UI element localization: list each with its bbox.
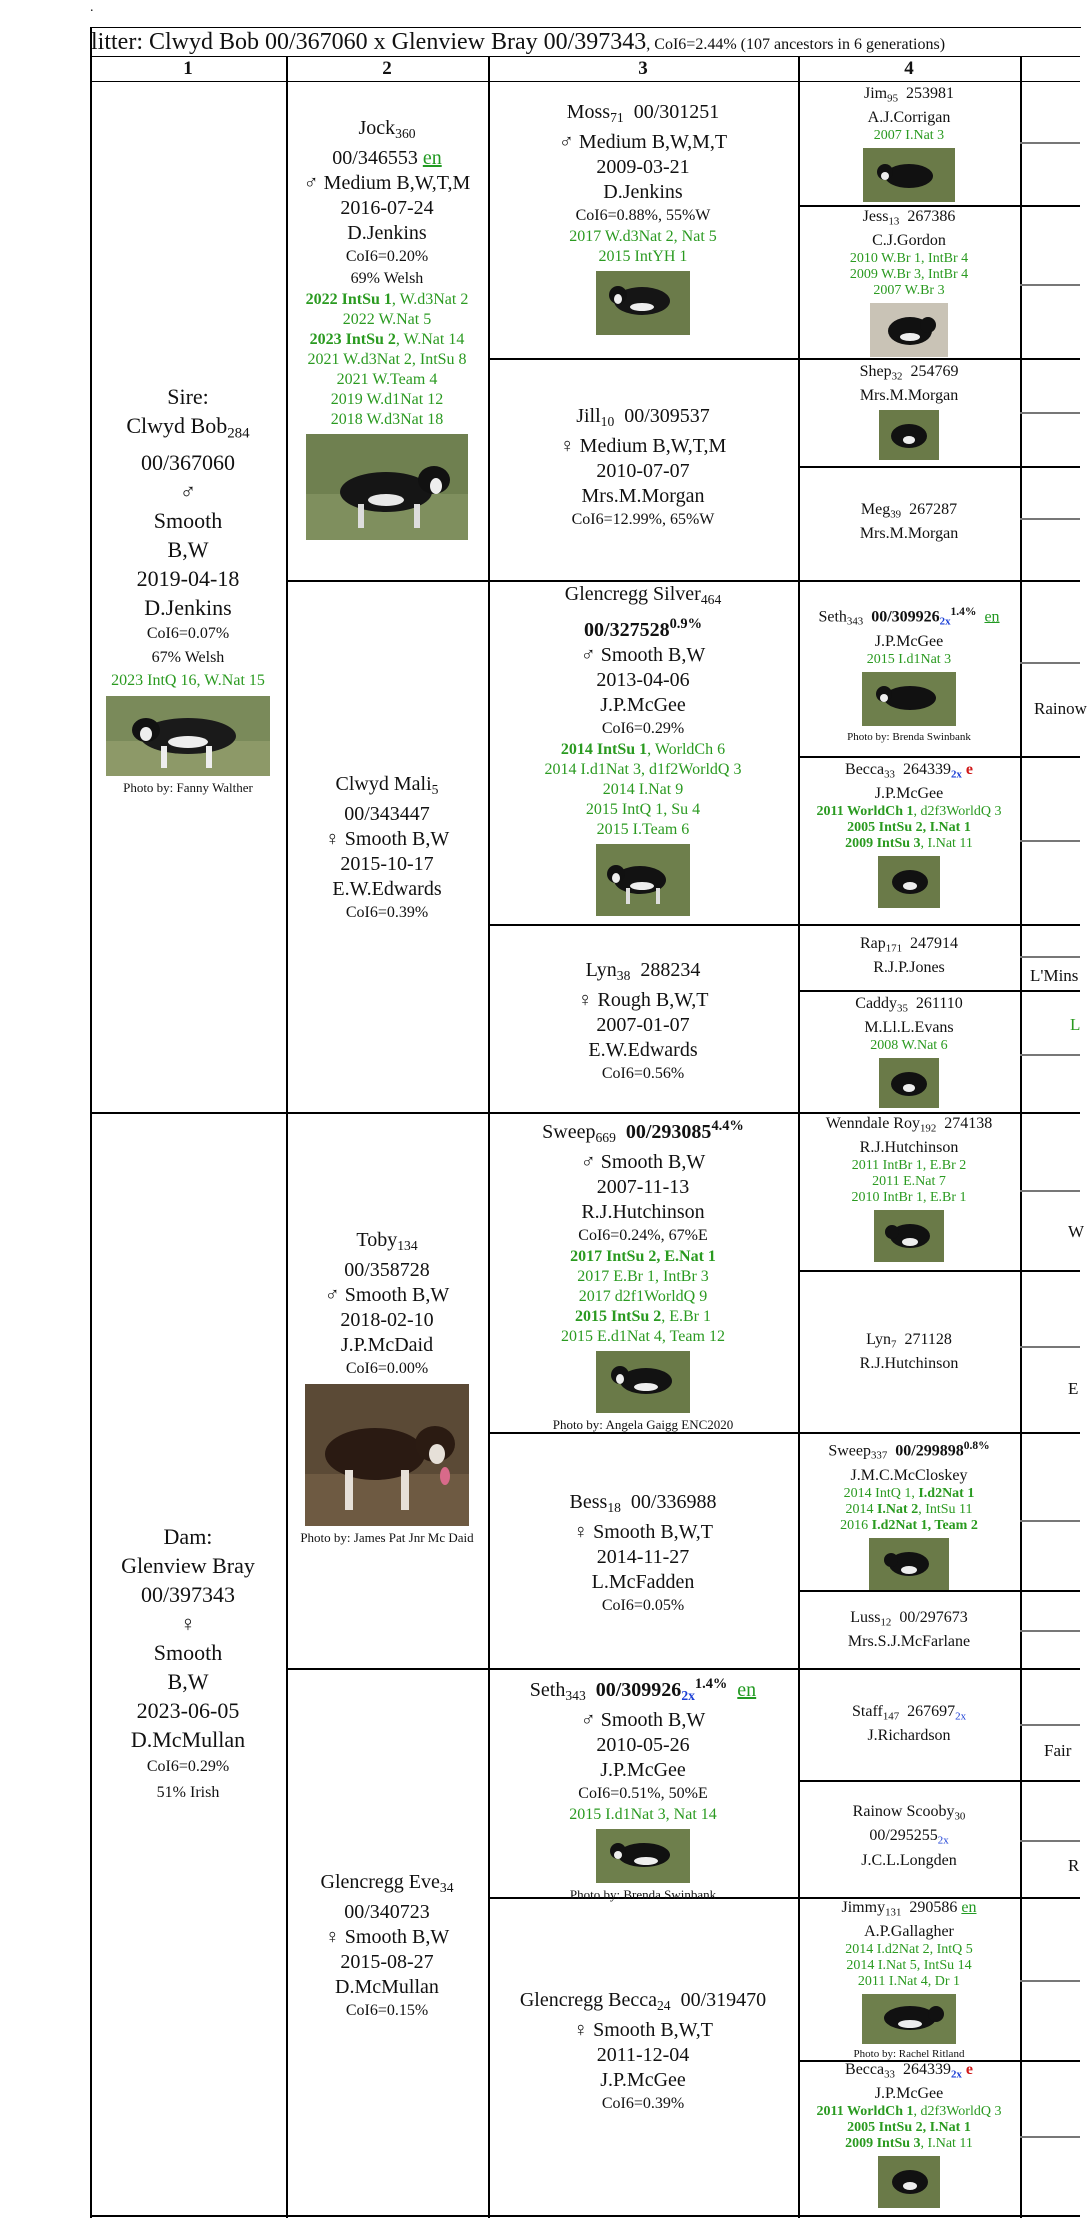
grid-line	[1020, 1840, 1080, 1842]
toby-coi: CoI6=0.00%	[345, 1360, 429, 1378]
lyn38-coi: CoI6=0.56%	[601, 1065, 685, 1083]
toby-breeder: J.P.McDaid	[340, 1334, 434, 1357]
jill-cell	[490, 404, 796, 531]
scooby-breeder: J.C.L.Longden	[861, 1851, 957, 1869]
jimmy-cell	[800, 1898, 1018, 2060]
eve-coi: CoI6=0.15%	[345, 2002, 429, 2020]
grid-line	[90, 2215, 1080, 2217]
sire-sex: ♂	[179, 479, 197, 505]
header-gen-5	[1020, 56, 1080, 82]
roy-awards: 2011 IntBr 1, E.Br 2 2011 E.Nat 7 2010 IntBr 1, E.Br 1	[851, 1158, 967, 1206]
header-gen-2: 2	[286, 56, 488, 82]
becca33-name[interactable]: Becca$_{33}$ $264339_{2x}$ e	[845, 2061, 973, 2081]
meg-cell	[800, 500, 1018, 544]
bess-desc: ♀ Smooth B,W,T	[573, 1521, 713, 1544]
seth-g4-cell	[800, 602, 1018, 745]
lyn7-cell	[800, 1330, 1018, 1374]
grid-line	[1020, 284, 1080, 286]
becca24-coi: CoI6=0.39%	[601, 2095, 685, 2113]
grid-line	[1020, 840, 1080, 842]
grid-line	[488, 1432, 1080, 1434]
rap-cell	[800, 934, 1018, 978]
header-gen-3: 3	[488, 56, 798, 82]
roy-breeder: R.J.Hutchinson	[859, 1139, 959, 1157]
becca33-cell	[800, 2060, 1018, 2212]
seth-dob: 2010-05-26	[596, 1733, 690, 1756]
jim-breeder: A.J.Corrigan	[867, 109, 951, 127]
en-link[interactable]: en	[737, 1678, 757, 1701]
grid-line	[1020, 662, 1080, 664]
moss-name[interactable]: Moss$_{71}$ 00/301251	[566, 101, 720, 126]
dam-breeder: D.McMullan	[130, 1727, 246, 1752]
dam-pct: 51% Irish	[156, 1784, 220, 1801]
luss-name[interactable]: Luss$_{12}$ 00/297673	[850, 1609, 968, 1629]
meg-breeder: Mrs.M.Morgan	[859, 525, 959, 543]
dam-cell	[92, 1522, 284, 1806]
jock-reg: 00/346553 en	[332, 147, 442, 170]
caddy-cell	[800, 994, 1018, 1112]
dam-name[interactable]: Glenview Bray	[121, 1553, 255, 1578]
rap-breeder: R.J.P.Jones	[873, 959, 945, 977]
eve-reg: 00/340723	[344, 1901, 430, 1924]
dam-dob: 2023-06-05	[136, 1698, 240, 1723]
sire-color: B,W	[167, 537, 209, 563]
lyn38-desc: ♀ Rough B,W,T	[577, 989, 709, 1012]
grid-line	[1020, 1724, 1080, 1726]
silver-reg: $00/327528^{0.9\%}$	[584, 616, 702, 641]
moss-awards: 2017 W.d3Nat 2, Nat 5 2015 IntYH 1	[569, 228, 717, 266]
gen5-fragment: R	[1068, 1856, 1080, 1875]
eve-name[interactable]: Glencregg Eve$_{34}$	[320, 1871, 454, 1896]
shep-breeder: Mrs.M.Morgan	[859, 387, 959, 405]
jim-cell	[800, 84, 1018, 206]
sire-reg: 00/367060	[140, 450, 236, 476]
sweep337-breeder: J.M.C.McCloskey	[850, 1466, 968, 1484]
mali-breeder: E.W.Edwards	[332, 878, 442, 901]
eve-cell	[288, 1870, 486, 2022]
mali-cell	[288, 772, 486, 924]
silver-breeder: J.P.McGee	[600, 693, 686, 716]
dog-photo[interactable]	[869, 1538, 949, 1590]
sire-awards: 2023 IntQ 16, W.Nat 15	[111, 672, 265, 690]
gen5-fragment: Fair	[1044, 1741, 1072, 1760]
jock-cell	[288, 116, 486, 544]
dog-photo[interactable]	[878, 856, 940, 908]
jock-awards: 2022 IntSu 1, W.d3Nat 2 2022 W.Nat 5 2023 IntSu 2, W.Nat 14 2021 W.d3Nat 2, IntSu 8 2021 W.Team 4 2019 W.d1Nat 12 2018 W.d3Nat 18	[305, 291, 469, 429]
sire-role: Sire:	[167, 384, 209, 409]
seth-g4-name[interactable]: Seth$_{343}$ $00/309926_{2x}^{1.4\%}$ en	[818, 606, 1000, 628]
jess-name[interactable]: Jess$_{13}$ 267386	[862, 208, 956, 228]
dam-color: B,W	[167, 1669, 209, 1694]
seth-g4-breeder: J.P.McGee	[874, 632, 944, 650]
en-link[interactable]: en	[984, 608, 1000, 626]
gen5-fragment: W	[1068, 1222, 1085, 1241]
sire-cell	[92, 382, 284, 795]
grid-line	[286, 1668, 1080, 1670]
seth-awards: 2015 I.d1Nat 3, Nat 14	[569, 1805, 717, 1823]
lyn38-dob: 2007-01-07	[596, 1014, 690, 1037]
dam-reg: 00/397343	[140, 1582, 236, 1607]
caddy-name[interactable]: Caddy$_{35}$ 261110	[855, 995, 963, 1015]
dog-photo[interactable]	[306, 434, 468, 540]
seth-g4-award: 2015 I.d1Nat 3	[866, 651, 952, 667]
toby-photo-caption: Photo by: James Pat Jnr Mc Daid	[300, 1530, 474, 1546]
bess-breeder: L.McFadden	[591, 1571, 695, 1594]
jim-award: 2007 I.Nat 3	[873, 128, 945, 144]
moss-cell	[490, 100, 796, 339]
mali-reg: 00/343447	[344, 803, 430, 826]
grid-line	[798, 1780, 1080, 1782]
dog-photo[interactable]	[106, 696, 270, 776]
jill-breeder: Mrs.M.Morgan	[581, 485, 705, 508]
dog-photo[interactable]	[879, 1058, 939, 1108]
grid-line	[798, 1270, 1080, 1272]
sweep669-desc: ♂ Smooth B,W	[580, 1150, 706, 1173]
dog-photo[interactable]	[878, 2156, 940, 2208]
bess-coi: CoI6=0.05%	[601, 1597, 685, 1615]
jock-breeder: D.Jenkins	[347, 222, 427, 245]
grid-line	[798, 466, 1080, 468]
sire-breeder: D.Jenkins	[144, 595, 232, 621]
dog-photo[interactable]	[879, 410, 939, 460]
jimmy-name[interactable]: Jimmy$_{131}$ 290586 en	[841, 1899, 977, 1919]
sweep337-awards: 2014 IntQ 1, I.d2Nat 1 2014 I.Nat 2, IntSu 11 2016 I.d2Nat 1, Team 2	[840, 1485, 978, 1533]
moss-desc: ♂ Medium B,W,M,T	[558, 131, 728, 154]
sweep669-cell	[490, 1114, 796, 1432]
roy-name[interactable]: Wenndale Roy$_{192}$ 274138	[825, 1115, 993, 1135]
jess-awards: 2010 W.Br 1, IntBr 4 2009 W.Br 3, IntBr 4 2007 W.Br 3	[849, 251, 969, 299]
header-gen-1: 1	[90, 56, 286, 82]
caddy-award: 2008 W.Nat 6	[870, 1038, 948, 1054]
moss-coi: CoI6=0.88%, 55%W	[575, 207, 711, 225]
gen5-fragment: L	[1070, 1015, 1081, 1034]
dog-photo[interactable]	[870, 303, 948, 357]
shep-name[interactable]: Shep$_{32}$ 254769	[859, 363, 959, 383]
header-gen-4: 4	[798, 56, 1020, 82]
jill-dob: 2010-07-07	[596, 460, 690, 483]
seth-name[interactable]: Seth$_{343}$ $00/309926_{2x}^{1.4\%}$ en	[529, 1676, 757, 1703]
grid-line	[1020, 956, 1080, 958]
grid-line	[1020, 1190, 1080, 1192]
grid-line	[1020, 56, 1022, 2218]
lyn38-name[interactable]: Lyn$_{38}$ 288234	[585, 959, 701, 984]
becca24-breeder: J.P.McGee	[600, 2069, 686, 2092]
grid-line	[798, 756, 1080, 758]
dam-role: Dam:	[163, 1524, 213, 1549]
gen5-fragment: E	[1068, 1379, 1079, 1398]
becca33-cell	[800, 760, 1018, 912]
jock-coi: CoI6=0.20%	[345, 248, 429, 266]
sweep669-breeder: R.J.Hutchinson	[581, 1200, 705, 1223]
sweep337-cell	[800, 1436, 1018, 1594]
meg-name[interactable]: Meg$_{39}$ 267287	[860, 501, 958, 521]
scooby-reg: $00/295255_{2x}$	[869, 1827, 949, 1847]
seth-cell	[490, 1672, 796, 1902]
luss-cell	[800, 1608, 1018, 1652]
roy-cell	[800, 1114, 1018, 1266]
luss-breeder: Mrs.S.J.McFarlane	[847, 1633, 971, 1651]
en-link[interactable]: en	[961, 1899, 977, 1916]
grid-line	[1020, 2136, 1080, 2138]
becca24-dob: 2011-12-04	[596, 2044, 690, 2067]
staff-cell	[800, 1702, 1018, 1746]
sweep669-dob: 2007-11-13	[596, 1175, 690, 1198]
lyn7-name[interactable]: Lyn$_7$ 271128	[866, 1331, 952, 1351]
shep-cell	[800, 362, 1018, 464]
toby-cell	[288, 1228, 486, 1545]
litter-title-main: litter: Clwyd Bob 00/367060 x Glenview Bray 00/397343	[91, 29, 647, 55]
eve-breeder: D.McMullan	[335, 1976, 439, 1999]
sweep669-coi: CoI6=0.24%, 67%E	[578, 1226, 708, 1244]
grid-line	[1020, 1980, 1080, 1982]
bess-dob: 2014-11-27	[596, 1546, 690, 1569]
dog-photo[interactable]	[596, 271, 690, 335]
rap-name[interactable]: Rap$_{171}$ 247914	[859, 935, 959, 955]
staff-breeder: J.Richardson	[867, 1727, 951, 1745]
becca33-breeder: J.P.McGee	[874, 785, 944, 803]
grid-line	[1020, 1346, 1080, 1348]
becca33-name[interactable]: Becca$_{33}$ $264339_{2x}$ e	[845, 761, 973, 781]
becca33-awards: 2011 WorldCh 1, d2f3WorldQ 3 2005 IntSu 2, I.Nat 1 2009 IntSu 3, I.Nat 11	[816, 804, 1002, 852]
grid-line	[1020, 1520, 1080, 1522]
jess-breeder: C.J.Gordon	[872, 232, 946, 250]
dog-photo[interactable]	[596, 1351, 690, 1413]
silver-desc: ♂ Smooth B,W	[580, 643, 706, 666]
toby-dob: 2018-02-10	[340, 1309, 434, 1332]
gen5-fragment: Rainow	[1034, 699, 1087, 718]
bess-name[interactable]: Bess$_{18}$ 00/336988	[569, 1491, 717, 1516]
sweep669-awards: 2017 IntSu 2, E.Nat 1 2017 E.Br 1, IntBr 3 2017 d2f1WorldQ 9 2015 IntSu 2, E.Br 1 2015 E.d1Nat 4, Team 12	[561, 1247, 725, 1345]
jill-coi: CoI6=12.99%, 65%W	[571, 511, 715, 529]
en-link[interactable]: en	[422, 147, 442, 170]
dog-photo[interactable]	[874, 1210, 944, 1262]
jimmy-awards: 2014 I.d2Nat 2, IntQ 5 2014 I.Nat 5, IntSu 14 2011 I.Nat 4, Dr 1	[845, 1942, 973, 1990]
sire-name[interactable]: Clwyd Bob$_{284}$	[126, 413, 250, 442]
jock-pct: 69% Welsh	[350, 270, 424, 288]
sweep669-name[interactable]: Sweep$_{669}$ $00/293085^{4.4\%}$	[542, 1118, 744, 1145]
jock-desc: ♂ Medium B,W,T,M	[303, 172, 471, 195]
sire-coat: Smooth	[153, 508, 223, 534]
seth-photo-caption: Photo by: Brenda Swinbank	[569, 1886, 717, 1902]
mali-desc: ♀ Smooth B,W	[324, 828, 450, 851]
caddy-breeder: M.Ll.L.Evans	[864, 1019, 954, 1037]
grid-line	[1020, 412, 1080, 414]
sire-dob: 2019-04-18	[136, 566, 240, 592]
bess-cell	[490, 1490, 796, 1617]
dam-coat: Smooth	[153, 1640, 223, 1665]
grid-line	[488, 924, 1080, 926]
moss-breeder: D.Jenkins	[603, 181, 683, 204]
silver-name[interactable]: Glencregg Silver$_{464}$	[564, 583, 722, 608]
dog-photo[interactable]	[596, 844, 690, 916]
grid-line	[1020, 1054, 1080, 1056]
jock-dob: 2016-07-24	[340, 197, 434, 220]
grid-line	[798, 990, 1080, 992]
seth-breeder: J.P.McGee	[600, 1758, 686, 1781]
mali-coi: CoI6=0.39%	[345, 904, 429, 922]
mali-dob: 2015-10-17	[340, 853, 434, 876]
becca24-desc: ♀ Smooth B,W,T	[573, 2019, 713, 2042]
seth-g4-caption: Photo by: Brenda Swinbank	[847, 730, 971, 743]
lyn38-breeder: E.W.Edwards	[588, 1039, 698, 1062]
dog-photo[interactable]	[305, 1384, 469, 1526]
jimmy-photo-caption: Photo by: Rachel Ritland	[853, 2048, 965, 2061]
dog-photo[interactable]	[863, 148, 955, 202]
grid-line	[1020, 1630, 1080, 1632]
seth-coi: CoI6=0.51%, 50%E	[578, 1784, 708, 1802]
sweep669-photo-caption: Photo by: Angela Gaigg ENC2020	[552, 1416, 734, 1432]
silver-dob: 2013-04-06	[596, 668, 690, 691]
jimmy-breeder: A.P.Gallagher	[864, 1923, 954, 1941]
scooby-cell	[800, 1802, 1018, 1871]
dog-photo[interactable]	[596, 1829, 690, 1883]
dog-photo[interactable]	[862, 672, 956, 726]
becca33-awards: 2011 WorldCh 1, d2f3WorldQ 3 2005 IntSu 2, I.Nat 1 2009 IntSu 3, I.Nat 11	[816, 2104, 1002, 2152]
mali-name[interactable]: Clwyd Mali$_5$	[335, 773, 439, 798]
seth-desc: ♂ Smooth B,W	[580, 1708, 706, 1731]
grid-line	[90, 27, 92, 2218]
silver-cell	[490, 582, 796, 920]
jill-name[interactable]: Jill$_{10}$ 00/309537	[576, 405, 710, 430]
grid-line	[1020, 518, 1080, 520]
jess-cell	[800, 207, 1018, 361]
staff-name[interactable]: Staff$_{147}$ $267697_{2x}$	[852, 1703, 966, 1723]
jill-desc: ♀ Medium B,W,T,M	[559, 435, 727, 458]
dog-photo[interactable]	[862, 1994, 956, 2044]
sire-coi: CoI6=0.07%	[146, 625, 230, 643]
eve-dob: 2015-08-27	[340, 1951, 434, 1974]
page-mark: .	[90, 0, 94, 15]
becca24-cell	[490, 1988, 796, 2115]
sire-pct: 67% Welsh	[151, 649, 225, 667]
toby-reg: 00/358728	[344, 1259, 430, 1282]
litter-title-suffix: , CoI6=2.44% (107 ancestors in 6 generations)	[646, 36, 946, 53]
gen5-fragment: L'Mins	[1030, 966, 1079, 985]
silver-awards: 2014 IntSu 1, WorldCh 6 2014 I.d1Nat 3, d1f2WorldQ 3 2014 I.Nat 9 2015 IntQ 1, Su 4 2015 I.Team 6	[544, 740, 742, 838]
sweep337-name[interactable]: Sweep$_{337}$ $00/299898^{0.8\%}$	[828, 1440, 990, 1462]
grid-line	[1020, 142, 1080, 144]
eve-desc: ♀ Smooth B,W	[324, 1926, 450, 1949]
silver-coi: CoI6=0.29%	[601, 719, 685, 737]
lyn38-cell	[490, 958, 796, 1085]
jim-name[interactable]: Jim$_{95}$ 253981	[864, 85, 954, 105]
toby-desc: ♂ Smooth B,W	[324, 1284, 450, 1307]
dam-sex: ♀	[179, 1611, 197, 1636]
litter-title	[90, 27, 1081, 56]
becca33-breeder: J.P.McGee	[874, 2085, 944, 2103]
toby-name[interactable]: Toby$_{134}$	[356, 1229, 418, 1254]
scooby-name[interactable]: Rainow Scooby$_{30}$	[852, 1803, 966, 1823]
becca24-name[interactable]: Glencregg Becca$_{24}$ 00/319470	[519, 1989, 767, 2014]
sire-photo-caption: Photo by: Fanny Walther	[123, 780, 253, 796]
lyn7-breeder: R.J.Hutchinson	[859, 1355, 959, 1373]
moss-dob: 2009-03-21	[596, 156, 690, 179]
dam-coi: CoI6=0.29%	[146, 1758, 230, 1775]
jock-name[interactable]: Jock$_{360}$	[358, 117, 416, 142]
